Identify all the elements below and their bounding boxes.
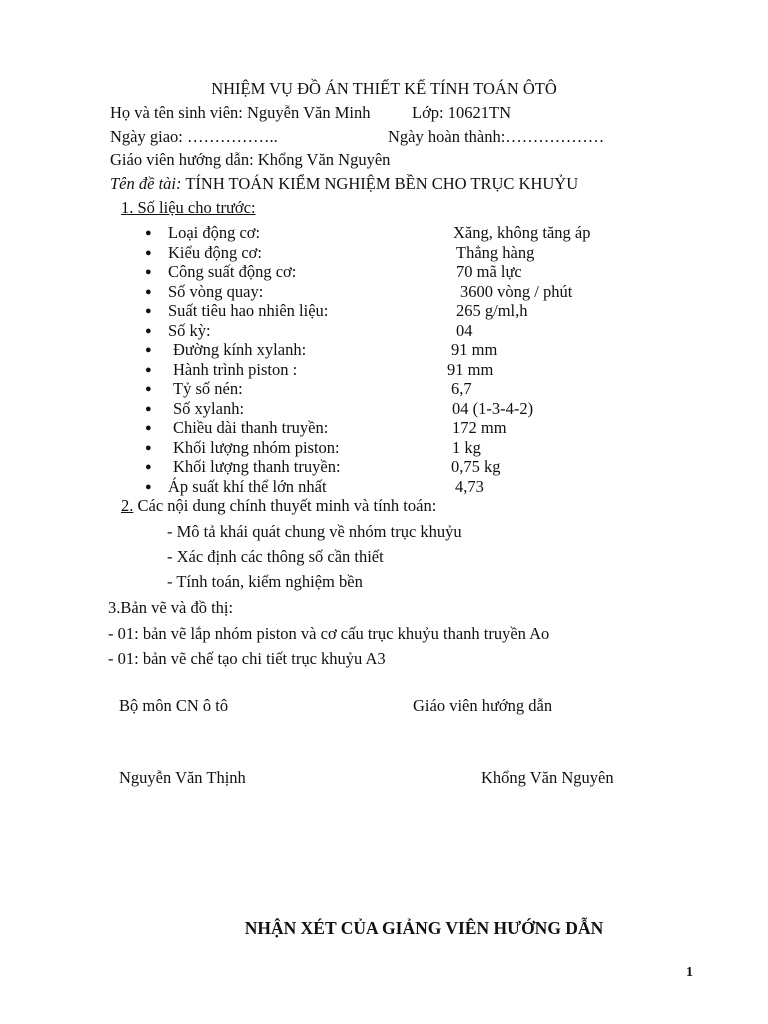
bullet-icon: ●: [145, 305, 152, 317]
spec-value: 0,75 kg: [451, 457, 501, 476]
spec-label: Khối lượng nhóm piston:: [173, 438, 340, 457]
spec-value: Thẳng hàng: [456, 243, 535, 262]
spec-label: Chiều dài thanh truyền:: [173, 418, 329, 437]
topic-line: [110, 176, 578, 193]
instructor-line: Giáo viên hướng dẫn: Khổng Văn Nguyên: [110, 150, 391, 169]
spec-value: 6,7: [451, 379, 472, 398]
spec-label: Số xylanh:: [173, 399, 245, 418]
spec-label: Khối lượng thanh truyền:: [173, 457, 341, 476]
spec-label: Tỷ số nén:: [173, 379, 243, 398]
spec-label: Số kỳ:: [168, 321, 211, 340]
remarks-heading: NHẬN XÉT CỦA GIẢNG VIÊN HƯỚNG DẪN: [244, 918, 604, 938]
section-3-item: - 01: bản vẽ chế tạo chi tiết trục khuỷu A3: [108, 649, 386, 668]
spec-value: 04 (1-3-4-2): [452, 399, 534, 418]
bullet-icon: ●: [145, 364, 152, 376]
spec-label: Công suất động cơ:: [168, 262, 297, 281]
section-2-item: - Tính toán, kiểm nghiệm bền: [167, 572, 363, 591]
bullet-icon: ●: [145, 461, 152, 473]
bullet-icon: ●: [145, 247, 152, 259]
bullet-icon: ●: [145, 481, 152, 493]
supervisor-signer-name: Khổng Văn Nguyên: [481, 768, 614, 787]
spec-value: 04: [456, 321, 473, 340]
section-1-heading: 1. Số liệu cho trước:: [121, 198, 256, 217]
assigned-date: Ngày giao: ……………..: [110, 127, 278, 146]
spec-value: 172 mm: [452, 418, 507, 437]
student-class: Lớp: 10621TN: [412, 103, 512, 122]
spec-value: 1 kg: [452, 438, 481, 457]
department-title: Bộ môn CN ô tô: [119, 696, 229, 715]
bullet-icon: ●: [145, 383, 152, 395]
supervisor-title: Giáo viên hướng dẫn: [413, 696, 553, 715]
spec-label: Suất tiêu hao nhiên liệu:: [168, 301, 329, 320]
section-3-item: - 01: bản vẽ lắp nhóm piston và cơ cấu trục khuỷu thanh truyền Ao: [108, 624, 550, 643]
bullet-icon: ●: [145, 442, 152, 454]
spec-label: Loại động cơ:: [168, 223, 261, 242]
bullet-icon: ●: [145, 286, 152, 298]
section-2-heading: [121, 498, 436, 515]
page-number: 1: [686, 965, 693, 980]
spec-value: 3600 vòng / phút: [460, 282, 573, 301]
section-2-item: - Mô tả khái quát chung về nhóm trục khuỷu: [167, 522, 462, 541]
completion-date: Ngày hoàn thành:………………: [388, 127, 605, 146]
section-2-title: Các nội dung chính thuyết minh và tính toán:: [133, 496, 437, 515]
bullet-icon: ●: [145, 422, 152, 434]
topic-value: TÍNH TOÁN KIỂM NGHIỆM BỀN CHO TRỤC KHUỶU: [185, 174, 579, 193]
spec-label: Số vòng quay:: [168, 282, 264, 301]
section-2-number: 2.: [121, 496, 134, 515]
bullet-icon: ●: [145, 344, 152, 356]
spec-value: Xăng, không tăng áp: [453, 223, 591, 242]
section-3-heading: 3.Bản vẽ và đồ thị:: [108, 598, 234, 617]
bullet-icon: ●: [145, 266, 152, 278]
document-title: NHIỆM VỤ ĐỒ ÁN THIẾT KẾ TÍNH TOÁN ÔTÔ: [211, 79, 557, 98]
spec-label: Hành trình piston :: [173, 360, 298, 379]
spec-value: 265 g/ml,h: [456, 301, 528, 320]
student-name: Họ và tên sinh viên: Nguyễn Văn Minh: [110, 103, 371, 122]
spec-value: 4,73: [455, 477, 484, 496]
spec-value: 91 mm: [451, 340, 498, 359]
spec-label: Kiểu động cơ:: [168, 243, 262, 262]
spec-label: Đường kính xylanh:: [173, 340, 307, 359]
bullet-icon: ●: [145, 403, 152, 415]
topic-label: Tên đề tài:: [110, 174, 182, 193]
spec-label: Áp suất khí thể lớn nhất: [168, 477, 327, 496]
bullet-icon: ●: [145, 325, 152, 337]
spec-value: 91 mm: [447, 360, 494, 379]
bullet-icon: ●: [145, 227, 152, 239]
department-signer-name: Nguyễn Văn Thịnh: [119, 768, 246, 787]
section-2-item: - Xác định các thông số cần thiết: [167, 547, 384, 566]
spec-value: 70 mã lực: [456, 262, 522, 281]
